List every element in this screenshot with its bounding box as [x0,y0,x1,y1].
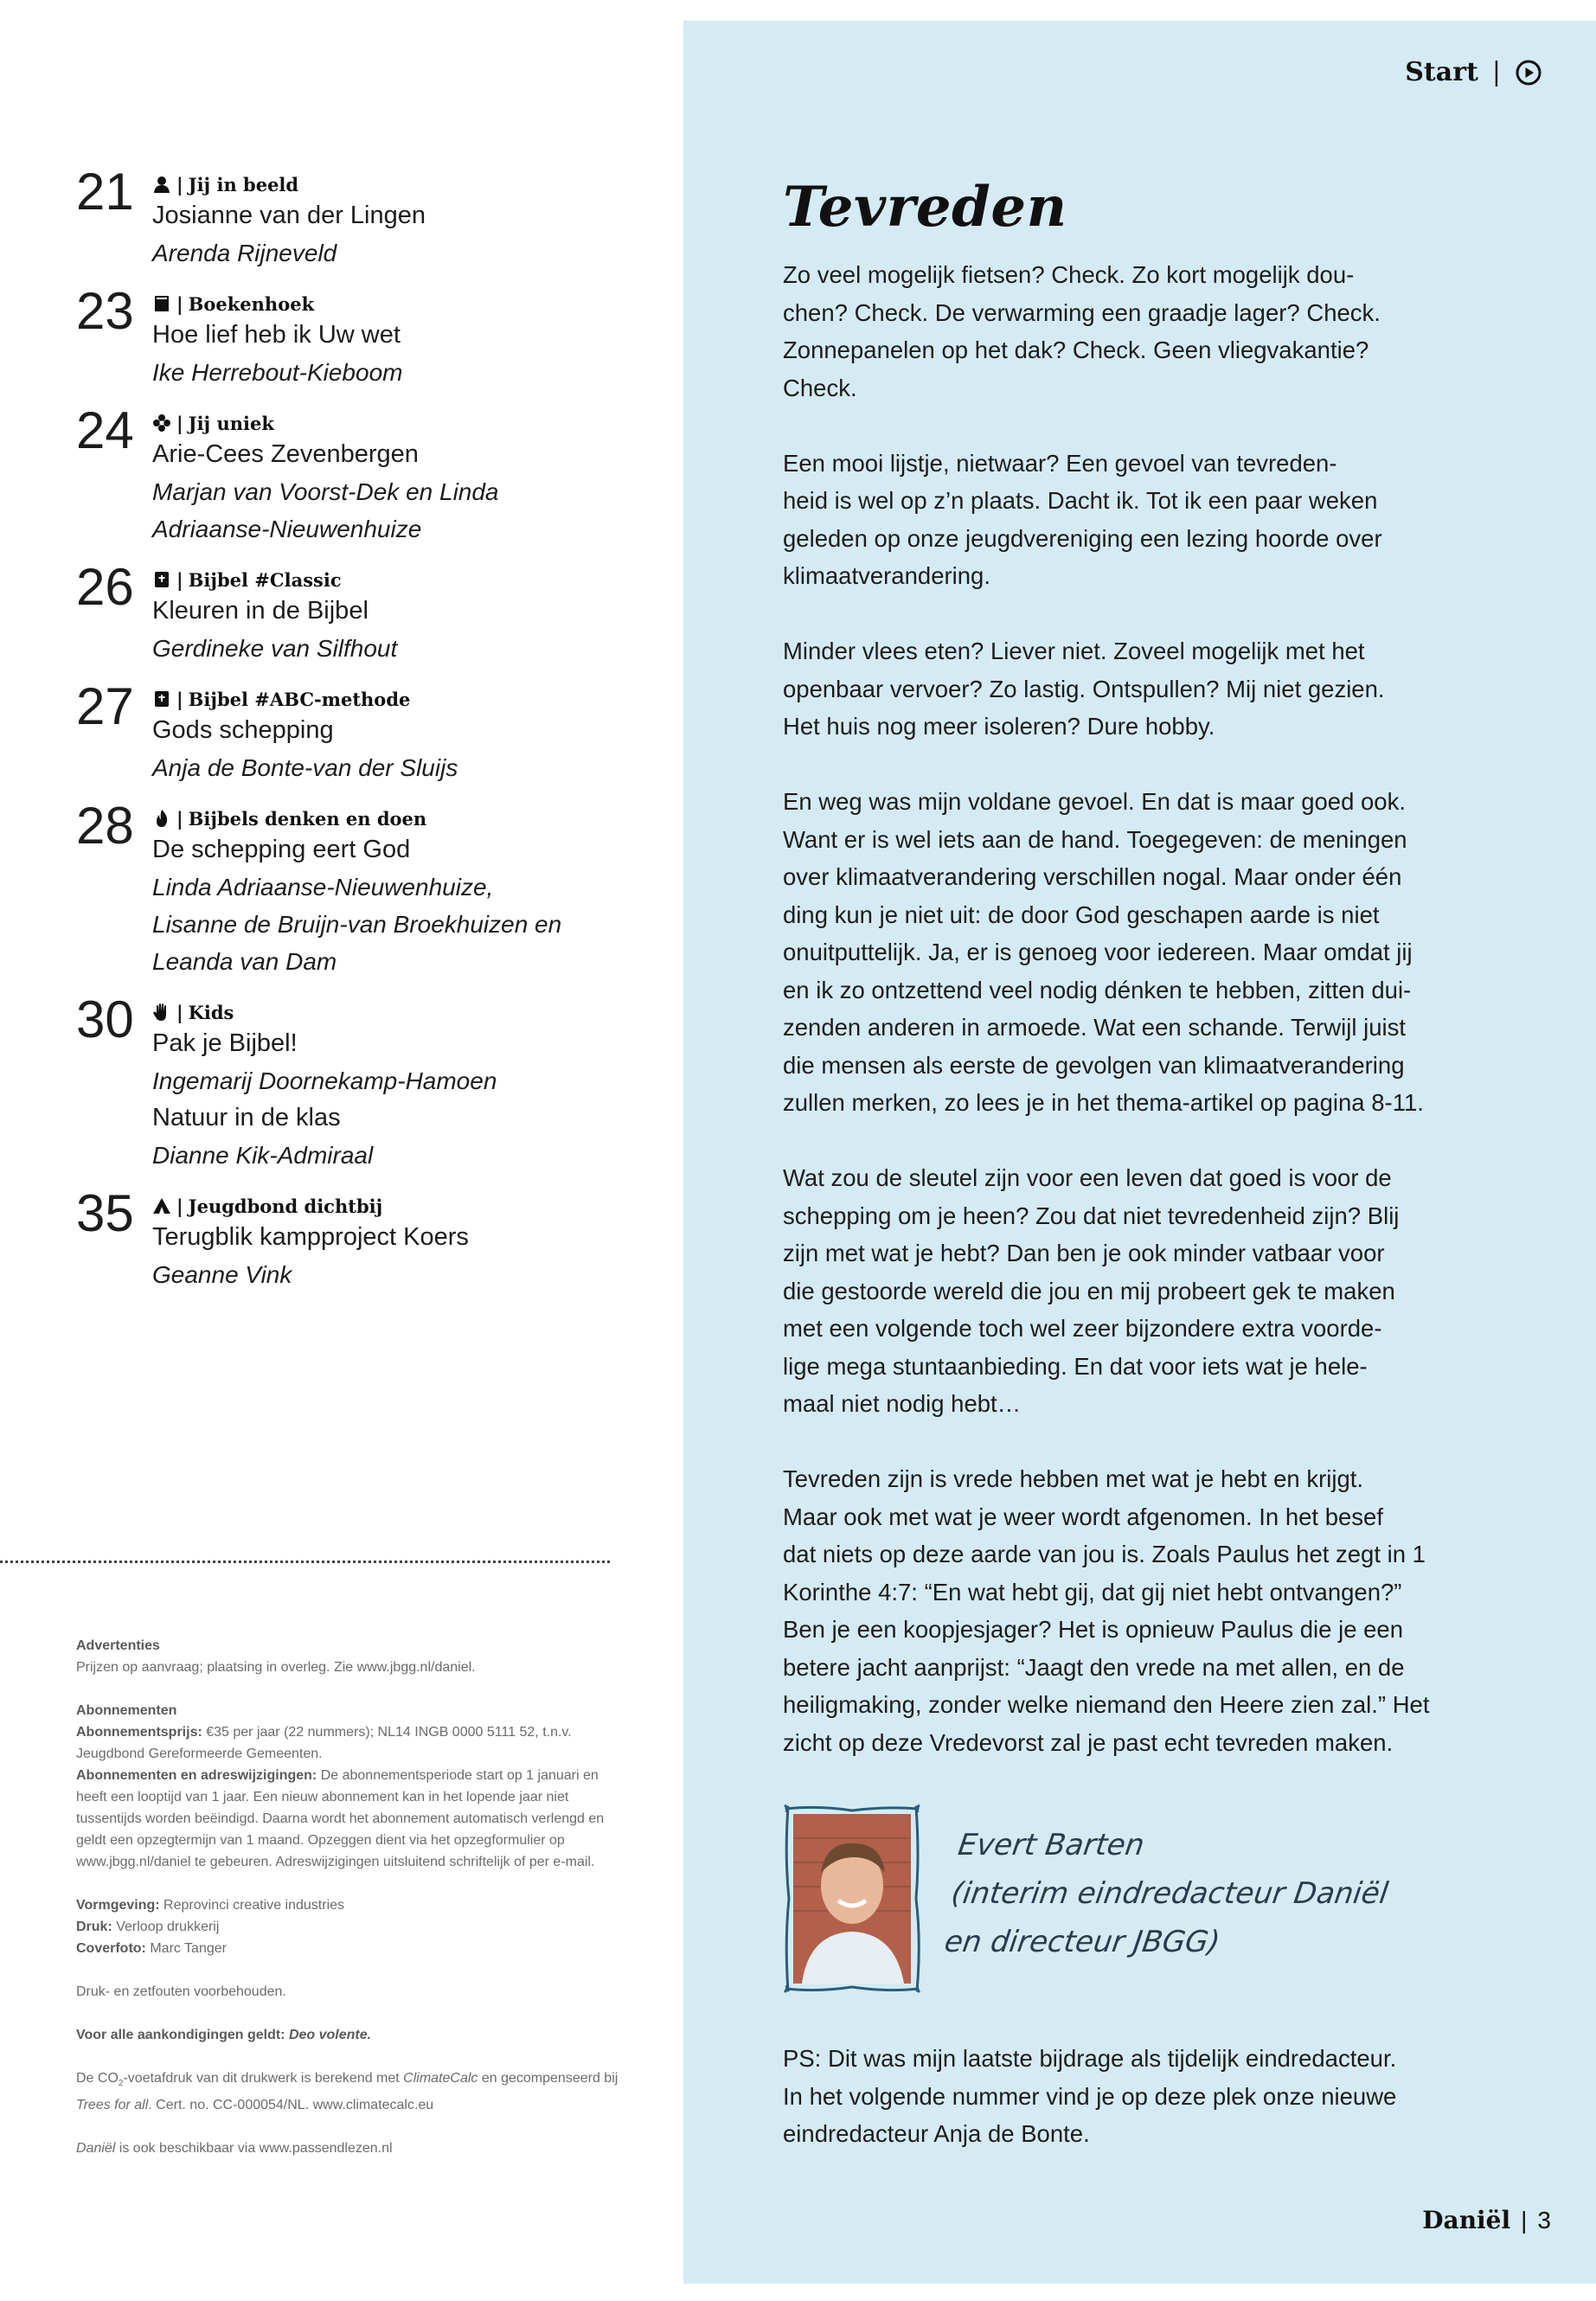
postscript [783,2040,1440,2190]
toc-page-number: 24 [76,401,134,459]
signature-text [941,1821,1398,1966]
colophon-ads-text: Prijzen op aanvraag; plaatsing in overleg. Zie www.jbgg.nl/daniel. [76,1660,476,1675]
toc-entry[interactable] [76,282,630,391]
editorial-paragraph: Zo veel mogelijk fietsen? Check. Zo kort mogelijk dou- chen? Check. De verwarming een graadje lager? Check. Zonnepanelen op het dak? Check. Geen vliegvakantie? Check. [783,261,1381,401]
toc-category [152,999,630,1025]
toc-entry[interactable] [76,797,630,980]
toc-entry[interactable] [76,990,630,1174]
toc-entry[interactable] [76,1184,630,1293]
category-separator: | [176,292,183,315]
category-separator: | [176,1001,183,1023]
colophon-ads-heading: Advertenties [76,1638,160,1653]
dotted-divider [0,1561,610,1563]
editorial [783,175,1440,1799]
editorial-paragraph: En weg was mijn voldane gevoel. En dat is maar goed ook. Want er is wel iets aan de hand. Toegegeven: de meningen over klimaatverandering verschillen nogal. Maar onder één ding kun je niet uit: de door God geschapen aarde is niet onuitputtelijk. Ja, er is genoeg voor iedereen. Maar omdat jij en ik zo ontzettend veel nodig dénken te hebben, zitten dui- zenden anderen in armoede. Wat een schande. Terwijl juist die mensen als eerste de gevolgen van klimaatverandering zullen merken, zo lees je in het thema-artikel op pagina 8-11. [783,788,1424,1116]
start-label[interactable]: Start [1405,57,1478,87]
signature-block [783,1804,1440,1994]
toc-category-label: Jij uniek [188,412,274,434]
category-separator: | [176,807,183,830]
colophon-cover: Coverfoto: Marc Tanger [76,1941,227,1956]
editorial-body [783,256,1440,1761]
toc-author: Ike Herrebout-Kieboom [152,359,403,386]
category-separator: | [176,173,183,195]
toc-category [152,1193,630,1219]
toc-category [152,567,630,593]
colophon-availability: Daniël is ook beschikbaar via www.passendlezen.nl [76,2141,393,2157]
person-icon [152,175,171,194]
toc-article-title: Pak je Bijbel! [152,1029,298,1057]
category-separator: | [176,412,183,434]
toc-author: Arenda Rijneveld [152,240,337,266]
toc-category-label: Bijbel #ABC-methode [188,688,411,710]
toc-article-title: De schepping eert God [152,836,411,863]
signature-line: en directeur JBGG) [942,1925,1222,1959]
toc-author: Marjan van Voorst-Dek en Linda [152,478,499,505]
colophon [76,1635,630,2181]
play-circle-icon[interactable] [1515,59,1542,87]
colophon-ads [76,1635,630,1678]
start-nav[interactable] [1405,57,1542,87]
toc-article-title: Gods schepping [152,716,334,744]
colophon-print: Druk: Verloop drukkerij [76,1920,220,1934]
toc-author: Gerdineke van Silfhout [152,635,398,662]
toc-page-number: 30 [76,990,134,1048]
toc-category-label: Boekenhoek [188,292,315,315]
toc-category-label: Bijbel #Classic [188,568,342,591]
toc-category [152,291,630,317]
hand-icon [152,1003,171,1022]
nav-separator: | [1491,57,1501,87]
toc-page-number: 28 [76,797,134,855]
colophon-design: Vormgeving: Reprovinci creative industries [76,1898,345,1913]
toc-author: Lisanne de Bruijn-van Broekhuizen en [152,911,562,938]
toc-page-number: 35 [76,1184,134,1242]
toc-category [152,686,630,712]
colophon-price: Abonnementsprijs: €35 per jaar (22 nummers); NL14 INGB 0000 5111 52, t.n.v. Jeugdbond Gereformeerde Gemeenten. [76,1725,572,1761]
book-icon [152,294,171,313]
editorial-paragraph: Een mooi lijstje, nietwaar? Een gevoel van tevreden- heid is wel op z’n plaats. Dacht ik. Tot ik een paar weken geleden op onze jeugdvereniging een lezing hoorde over klimaatverandering. [783,449,1382,589]
toc-category-label: Kids [188,1001,234,1023]
magazine-name: Daniël [1422,2206,1511,2234]
toc-author: Ingemarij Doornekamp-Hamoen [152,1067,497,1094]
category-separator: | [176,568,183,591]
toc-author: Geanne Vink [152,1261,292,1288]
toc-author: Anja de Bonte-van der Sluijs [152,754,458,781]
toc-author: Dianne Kik-Admiraal [152,1142,374,1169]
toc-page-number: 27 [76,677,134,735]
toc-article-title: Hoe lief heb ik Uw wet [152,321,401,349]
colophon-announcement: Voor alle aankondigingen geldt: Deo volente. [76,2028,372,2042]
flame-icon [152,809,171,828]
editorial-paragraph: Minder vlees eten? Liever niet. Zoveel mogelijk met het openbaar vervoer? Zo lastig. Ontspullen? Mij niet gezien. Het huis nog meer isoleren? Dure hobby. [783,638,1385,740]
editorial-paragraph: Tevreden zijn is vrede hebben met wat je hebt en krijgt. Maar ook met wat je weer wordt afgenomen. In het besef dat niets op deze aarde van jou is. Zoals Paulus het zegt in 1 Korinthe 4:7: “En wat hebt gij, dat gij niet hebt ontvangen?” Ben je een koopjesjager? Het is opnieuw Paulus die je een betere jacht aanprijst: “Jaagt den vrede na met allen, en de heiligmaking, zonder welke niemand den Heere zien zal.” Het zicht op deze Vredevorst zal je past echt tevreden maken. [783,1465,1430,1756]
footer-separator: | [1521,2206,1528,2234]
tent-icon [152,1196,171,1215]
toc-article-title: Kleuren in de Bijbel [152,597,369,625]
editorial-paragraph: Wat zou de sleutel zijn voor een leven dat goed is voor de schepping om je heen? Zou dat niet tevredenheid zijn? Blij zijn met wat je hebt? Dan ben je ook minder vatbaar voor die gestoorde wereld die jou en mij probeert gek te maken met een volgende toch wel zeer bijzondere extra voorde- lige mega stuntaanbieding. En dat voor iets wat je hele- maal niet nodig hebt… [783,1164,1400,1417]
toc-page-number: 26 [76,558,134,616]
toc-author: Linda Adriaanse-Nieuwenhuize, [152,874,494,901]
toc-entry[interactable] [76,677,630,786]
page-number: 3 [1537,2206,1551,2234]
signature-line: (interim eindredacteur Daniël [949,1876,1391,1911]
toc-article-title: Terugblik kampproject Koers [152,1223,469,1251]
author-photo [783,1804,921,1994]
toc-article-title: Josianne van der Lingen [152,202,426,229]
toc-page-number: 21 [76,163,134,221]
toc-category-label: Jeugdbond dichtbij [188,1195,383,1217]
toc-entry[interactable] [76,558,630,667]
toc-article-title: Arie-Cees Zevenbergen [152,440,419,468]
colophon-credits [76,1894,630,1959]
colophon-changes: Abonnementen en adreswijzigingen: De abonnementsperiode start op 1 januari en heeft een looptijd van 1 jaar. Een nieuw abonnement kan in het lopende jaar niet tussentijds worden beëindigd. Daarna wordt het abonnement automatisch verlengd en geldt een opzegtermijn van 1 maand. Opzeggen dient via het opzegformulier op www.jbgg.nl/daniel te gebeuren. Adreswijzigingen uitsluitend schriftelijk of per e-mail. [76,1768,605,1869]
editorial-title: Tevreden [783,175,1067,240]
colophon-co2: De $CO_2$-voetafdruk van dit drukwerk is berekend met ClimateCalc en gecompenseerd bij Trees for all. Cert. no. CC-000054/NL. www.climatecalc.eu [76,2071,619,2113]
category-separator: | [176,1195,183,1217]
toc-entry[interactable] [76,163,630,272]
toc-category [152,805,630,831]
toc-category-label: Jij in beeld [188,173,299,195]
toc-entry[interactable] [76,401,630,548]
colophon-subs-heading: Abonnementen [76,1703,177,1718]
page-footer [1422,2206,1551,2234]
colophon-errata: Druk- en zetfouten voorbehouden. [76,1984,286,1999]
toc-category-label: Bijbels denken en doen [188,807,427,830]
bible-icon [152,570,171,589]
signature-line: Evert Barten [956,1828,1147,1862]
table-of-contents [76,163,630,1312]
colophon-subscriptions [76,1700,630,1873]
toc-page-number: 23 [76,282,134,340]
postscript-paragraph: PS: Dit was mijn laatste bijdrage als tijdelijk eindredacteur. In het volgende nummer vind je op deze plek onze nieuwe eindredacteur Anja de Bonte. [783,2045,1397,2147]
category-separator: | [176,688,183,710]
toc-category [152,171,630,197]
toc-author: Adriaanse-Nieuwenhuize [152,516,422,542]
toc-category [152,410,630,436]
bible-icon [152,689,171,708]
flower-icon [152,413,171,433]
toc-author: Leanda van Dam [152,948,337,975]
toc-article-title: Natuur in de klas [152,1104,341,1131]
